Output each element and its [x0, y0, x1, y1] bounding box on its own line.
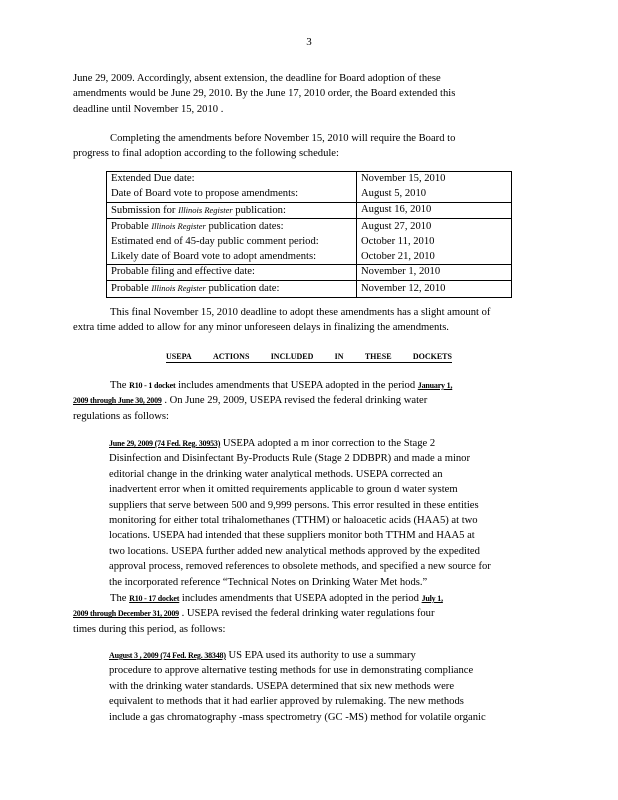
- text: USEPA adopted a m inor correction to the Stage 2: [220, 438, 436, 449]
- text-line: Disinfection and Disinfectant By-Products Rule (Stage 2 DDBPR) and made a minor: [109, 453, 471, 465]
- table-row: [107, 219, 512, 235]
- section-heading: [166, 352, 452, 363]
- text-line: Completing the amendments before November 15, 2010 will require the Board to: [110, 133, 456, 144]
- paragraph-deadline-extension: [73, 71, 503, 117]
- schedule-event: Extended Due date:: [111, 173, 195, 185]
- schedule-date: October 21, 2010: [357, 250, 512, 265]
- text-line: approval process, removed references to obsolete methods, and specified a new source for: [109, 561, 491, 573]
- text-line: procedure to approve alternative testing methods for use in demonstrating compliance: [109, 665, 474, 677]
- paragraph-r10-1-docket: [73, 378, 543, 424]
- text-line: [109, 648, 539, 663]
- schedule-date: August 27, 2010: [357, 219, 512, 235]
- heading-word: ACTIONS: [212, 352, 250, 361]
- event-text: Probable: [111, 221, 152, 233]
- text-line: [73, 591, 543, 606]
- schedule-event: [107, 202, 357, 219]
- event-text: publication date:: [205, 283, 280, 295]
- paragraph-r10-17-docket: [73, 591, 543, 637]
- schedule-event: Likely date of Board vote to adopt amendments:: [107, 250, 357, 265]
- table-row: [107, 202, 512, 219]
- table-row: [107, 265, 512, 281]
- schedule-table: [106, 171, 512, 298]
- text-line: locations. USEPA had intended that these suppliers monitor both TTHM and HAA5 at: [109, 530, 475, 542]
- text-line: June 29, 2009. Accordingly, absent extension, the deadline for Board adoption of these: [73, 73, 441, 84]
- schedule-date: November 12, 2010: [357, 281, 512, 298]
- event-text: publication:: [232, 204, 286, 216]
- schedule-date: August 16, 2010: [357, 202, 512, 219]
- schedule-date: October 11, 2010: [357, 235, 512, 250]
- text-line: monitoring for either total trihalomethanes (TTHM) or haloacetic acids (HAA5) at two: [109, 515, 478, 527]
- table-row: [107, 172, 512, 187]
- schedule-event: [107, 219, 357, 235]
- period-date: January 1,: [417, 381, 453, 390]
- text-line: regulations as follows:: [73, 410, 169, 422]
- text-line: [73, 378, 543, 393]
- schedule-event: [107, 281, 357, 298]
- page-number: 3: [306, 36, 312, 48]
- text-line: extra time added to allow for any minor unforeseen delays in finalizing the amendments.: [73, 322, 449, 334]
- text-line: inadvertent error when it omitted requirements applicable to groun d water system: [109, 484, 458, 496]
- docket-number: R10 - 1 docket: [129, 381, 176, 390]
- heading-word: IN: [334, 352, 344, 361]
- federal-register-citation: June 29, 2009 (74 Fed. Reg. 30953): [109, 439, 221, 448]
- heading-word: DOCKETS: [412, 352, 452, 361]
- text-line: with the drinking water standards. USEPA determined that six new methods were: [109, 680, 455, 692]
- text: . On June 29, 2009, USEPA revised the federal drinking water: [161, 395, 428, 407]
- text-line: editorial change in the drinking water analytical methods. USEPA corrected an: [109, 468, 443, 480]
- text-line: [73, 393, 543, 408]
- text-line: deadline until November 15, 2010 .: [73, 103, 224, 115]
- quote-block-august-2009: [109, 648, 539, 725]
- table-row: [107, 235, 512, 250]
- text-line: progress to final adoption according to the following schedule:: [73, 148, 339, 160]
- text-line: [73, 606, 543, 621]
- schedule-event: Probable filing and effective date:: [107, 265, 357, 281]
- text-line: include a gas chromatography -mass spectrometry (GC -MS) method for volatile organic: [109, 711, 486, 723]
- text: . USEPA revised the federal drinking water regulations four: [178, 608, 435, 620]
- schedule-date: November 1, 2010: [357, 265, 512, 281]
- text-line: This final November 15, 2010 deadline to adopt these amendments has a slight amount of: [110, 307, 491, 318]
- text-line: suppliers that serve between 500 and 9,999 persons. This error resulted in these entities: [109, 499, 479, 511]
- schedule-date: November 15, 2010: [357, 172, 512, 187]
- text: includes amendments that USEPA adopted in the period: [175, 380, 418, 391]
- schedule-date: August 5, 2010: [357, 187, 512, 202]
- docket-number: R10 - 17 docket: [129, 594, 180, 603]
- text-line: equivalent to methods that it had earlier approved by rulemaking. The new methods: [109, 696, 464, 708]
- register-name: Illinois Register: [178, 204, 233, 215]
- text: includes amendments that USEPA adopted in the period: [179, 593, 422, 604]
- heading-word: INCLUDED: [270, 352, 314, 361]
- period-date: 2009 through December 31, 2009: [73, 609, 179, 619]
- heading-word: THESE: [364, 352, 392, 361]
- paragraph-schedule-intro: [73, 131, 503, 162]
- schedule-event: Estimated end of 45-day public comment period:: [111, 235, 319, 247]
- table-row: [107, 250, 512, 265]
- schedule-event: Date of Board vote to propose amendments:: [107, 187, 357, 202]
- event-text: Probable: [111, 283, 152, 295]
- text-line: amendments would be June 29, 2010. By the June 17, 2010 order, the Board extended this: [73, 88, 456, 100]
- table-row: [107, 187, 512, 202]
- text-line: two locations. USEPA further added new analytical methods approved by the expedited: [109, 545, 480, 557]
- period-date: 2009 through June 30, 2009: [73, 396, 162, 406]
- paragraph-deadline-note: [73, 305, 543, 336]
- heading-word: USEPA: [166, 352, 192, 361]
- text-line: times during this period, as follows:: [73, 623, 226, 635]
- event-text: publication dates:: [205, 221, 284, 233]
- text: US EPA used its authority to use a summary: [225, 650, 416, 661]
- text: The: [110, 380, 130, 391]
- period-date: July 1,: [421, 594, 443, 603]
- register-name: Illinois Register: [151, 283, 206, 294]
- quote-block-june-2009: [109, 436, 549, 590]
- event-text: Submission for: [111, 204, 179, 216]
- text-line: the incorporated reference “Technical Notes on Drinking Water Met hods.”: [109, 576, 428, 588]
- text: The: [110, 593, 130, 604]
- table-row: [107, 281, 512, 298]
- federal-register-citation: August 3 , 2009 (74 Fed. Reg. 38348): [109, 651, 226, 660]
- register-name: Illinois Register: [151, 221, 206, 232]
- text-line: [109, 436, 549, 451]
